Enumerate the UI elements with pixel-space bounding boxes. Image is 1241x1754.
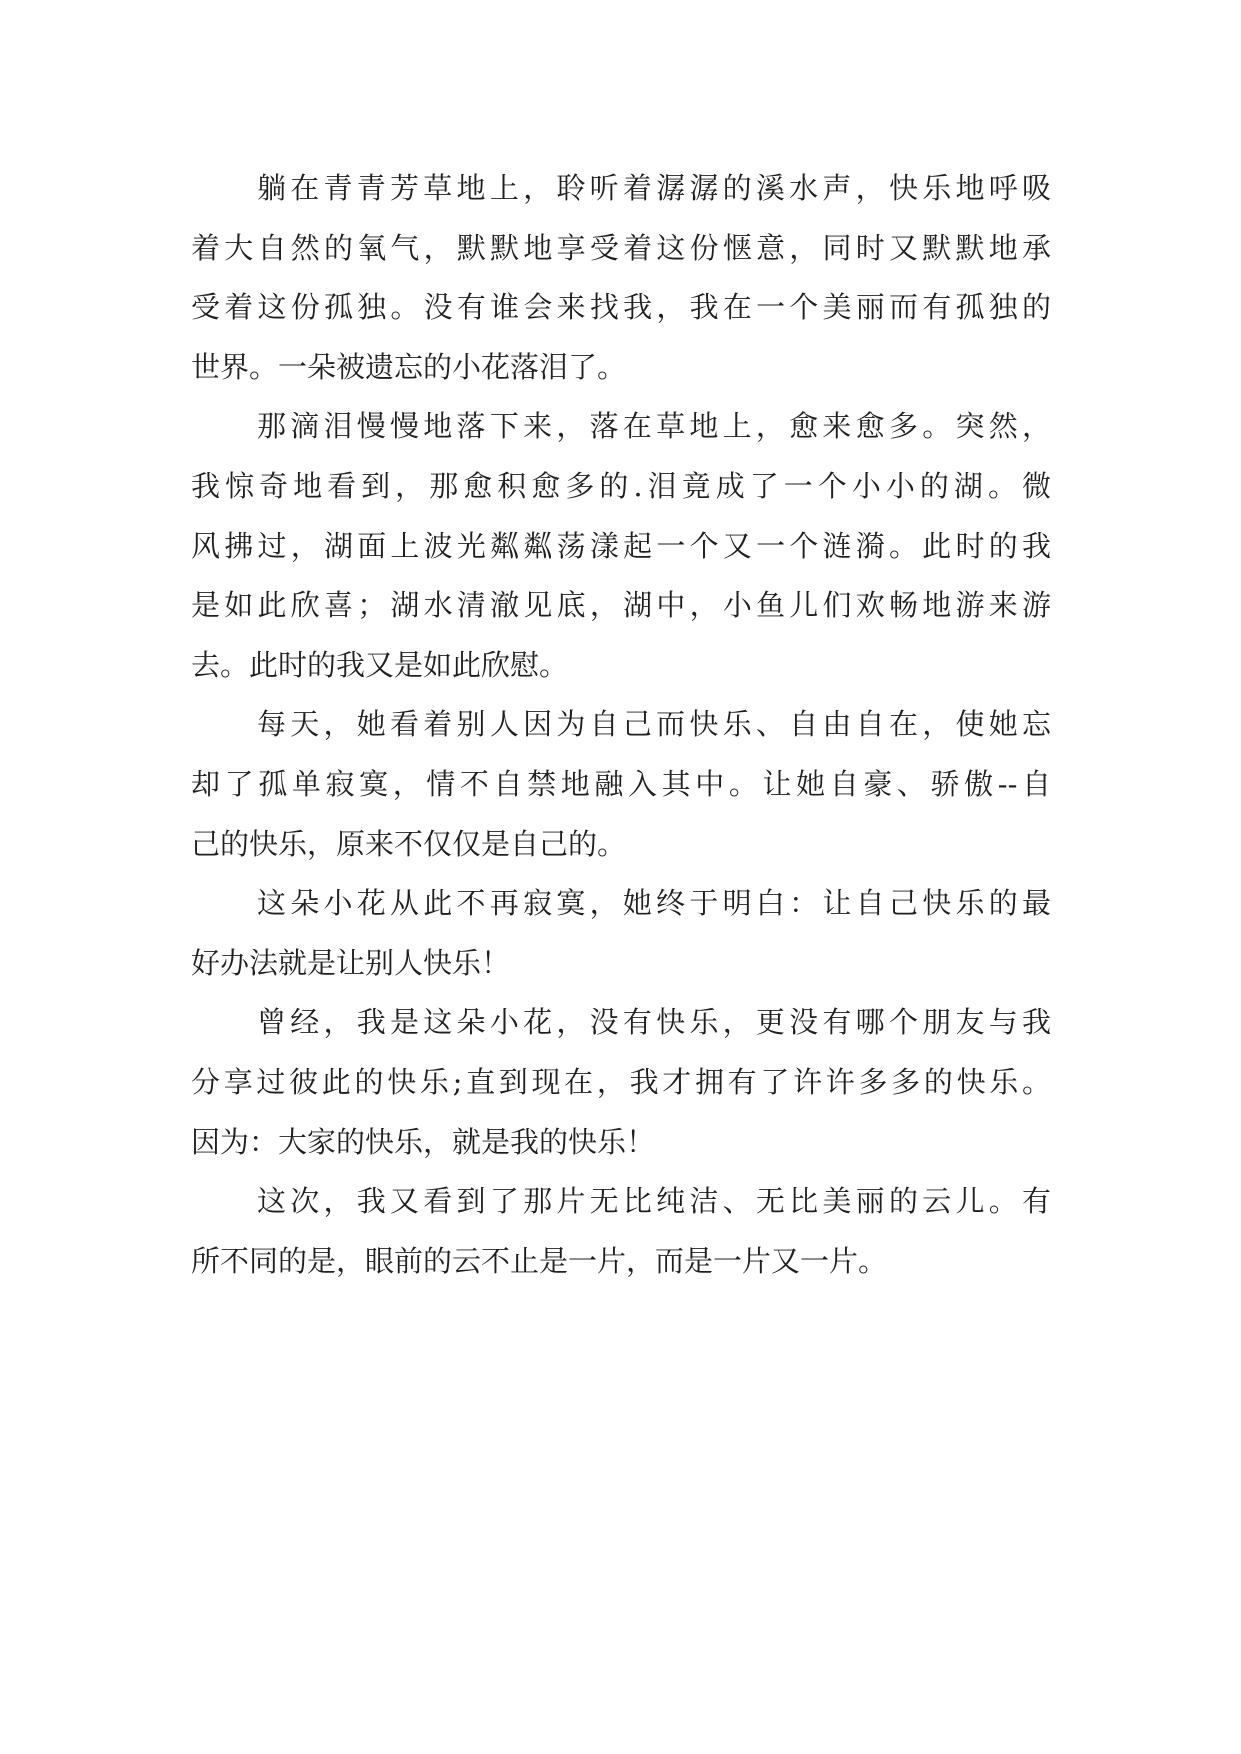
text-line: 这朵小花从此不再寂寞，她终于明白：让自己快乐的最 — [257, 886, 1051, 921]
text-line: 躺在青青芳草地上，聆听着潺潺的溪水声，快乐地呼吸 — [257, 171, 1051, 205]
paragraph-5 — [191, 993, 1051, 1172]
document-body — [191, 159, 1051, 1291]
text-line: 好办法就是让别人快乐！ — [191, 945, 511, 980]
text-line: 世界。一朵被遗忘的小花落泪了。 — [191, 349, 627, 384]
text-line: 每天，她看着别人因为自己而快乐、自由自在，使她忘 — [257, 707, 1051, 742]
paragraph-1 — [191, 159, 1051, 397]
text-line: 曾经，我是这朵小花，没有快乐，更没有哪个朋友与我 — [257, 1005, 1051, 1040]
text-line: 这次，我又看到了那片无比纯洁、无比美丽的云儿。有 — [257, 1184, 1051, 1219]
paragraph-3 — [191, 695, 1051, 874]
paragraph-4 — [191, 874, 1051, 993]
text-line: 是如此欣喜；湖水清澈见底，湖中，小鱼儿们欢畅地游来游 — [191, 588, 1051, 623]
paragraph-2 — [191, 397, 1051, 695]
text-line: 因为：大家的快乐，就是我的快乐！ — [191, 1124, 656, 1159]
text-line: 所不同的是，眼前的云不止是一片，而是一片又一片。 — [191, 1243, 888, 1278]
text-line: 己的快乐，原来不仅仅是自己的。 — [191, 826, 627, 861]
text-line: 去。此时的我又是如此欣慰。 — [191, 647, 569, 682]
text-line: 那滴泪慢慢地落下来，落在草地上，愈来愈多。突然， — [257, 409, 1051, 444]
text-line: 风拂过，湖面上波光粼粼荡漾起一个又一个涟漪。此时的我 — [191, 528, 1051, 563]
text-line: 我惊奇地看到，那愈积愈多的.泪竟成了一个小小的湖。微 — [191, 468, 1051, 503]
text-line: 受着这份孤独。没有谁会来找我，我在一个美丽而有孤独的 — [191, 290, 1051, 325]
paragraph-6 — [191, 1172, 1051, 1291]
text-line: 却了孤单寂寞，情不自禁地融入其中。让她自豪、骄傲--自 — [191, 766, 1051, 801]
text-line: 着大自然的氧气，默默地享受着这份惬意，同时又默默地承 — [191, 230, 1051, 265]
text-line: 分享过彼此的快乐;直到现在，我才拥有了许许多多的快乐。 — [191, 1064, 1051, 1099]
